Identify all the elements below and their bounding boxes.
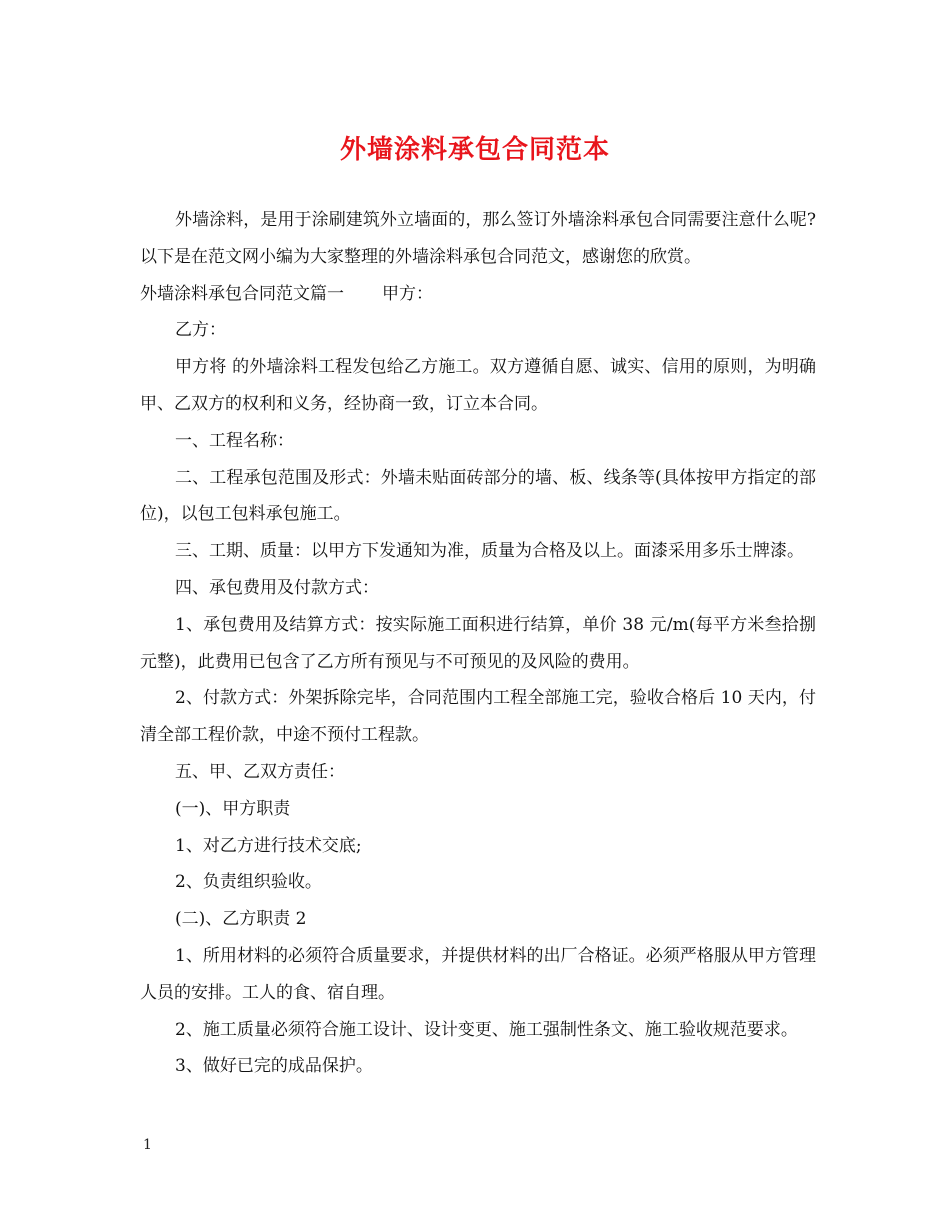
clause-party-a-2: 2、负责组织验收。 <box>175 872 322 893</box>
section-project-scope: 二、工程承包范围及形式：外墙未贴面砖部分的墙、板、线条等(具体按甲方指定的部位)，以包工包料承包施工。 <box>140 467 816 525</box>
document-body <box>140 202 816 1085</box>
clause-party-b-2: 2、施工质量必须符合施工设计、设计变更、施工强制性条文、施工验收规范要求。 <box>175 1019 798 1040</box>
party-a-label: 甲方： <box>382 283 433 304</box>
page-number: 1 <box>143 1137 152 1153</box>
section-schedule-quality: 三、工期、质量：以甲方下发通知为准，质量为合格及以上。面漆采用多乐士牌漆。 <box>175 541 804 562</box>
subsection-party-b-duties: (二)、乙方职责 2 <box>175 909 307 930</box>
section-project-name: 一、工程名称： <box>175 430 294 451</box>
clause-party-b-3: 3、做好已完的成品保护。 <box>175 1056 373 1077</box>
clause-party-b-1: 1、所用材料的必须符合质量要求，并提供材料的出厂合格证。必须严格服从甲方管理人员的安排。工人的食、宿自理。 <box>140 945 816 1003</box>
contract-heading: 外墙涂料承包合同范文篇一 <box>140 283 344 304</box>
party-b-label: 乙方： <box>175 320 226 341</box>
subsection-party-a-duties: (一)、甲方职责 <box>175 798 291 819</box>
intro-paragraph <box>140 202 816 312</box>
paragraph-scope-intro: 甲方将 的外墙涂料工程发包给乙方施工。双方遵循自愿、诚实、信用的原则，为明确甲、乙双方的权利和义务，经协商一致，订立本合同。 <box>140 357 816 414</box>
clause-payment-method: 2、付款方式：外架拆除完毕，合同范围内工程全部施工完，验收合格后 10 天内，付清全部工程价款，中途不预付工程款。 <box>140 688 816 746</box>
document-title: 外墙涂料承包合同范本 <box>339 135 610 165</box>
section-responsibilities: 五、甲、乙双方责任： <box>175 761 345 782</box>
intro-text: 外墙涂料，是用于涂刷建筑外立墙面的，那么签订外墙涂料承包合同需要注意什么呢?以下是在范文网小编为大家整理的外墙涂料承包合同范文，感谢您的欣赏。 <box>140 210 816 267</box>
clause-party-a-1: 1、对乙方进行技术交底; <box>175 835 362 856</box>
section-cost-payment: 四、承包费用及付款方式： <box>175 577 379 598</box>
clause-cost-settlement: 1、承包费用及结算方式：按实际施工面积进行结算，单价 38 元/m(每平方米叁拾捌元整)，此费用已包含了乙方所有预见与不可预见的及风险的费用。 <box>140 614 816 672</box>
